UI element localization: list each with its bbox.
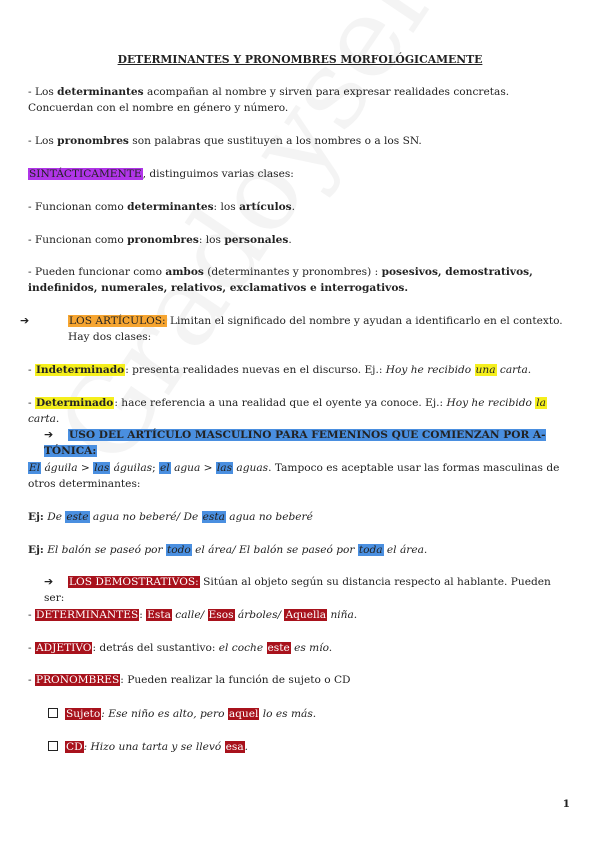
highlight-los-articulos: LOS ARTÍCULOS: [69,315,166,327]
example-todo-area: Ej: El balón se paseó por todo el área/ El balón se paseó por toda el área. [28,544,428,556]
highlight-determinado: Determinado [35,397,114,409]
paragraph-sintacticamente: SINTÁCTICAMENTE, distinguimos varias clases: [29,168,294,180]
section-uso-articulo [44,427,574,459]
page-title: DETERMINANTES Y PRONOMBRES MORFOLÓGICAMENTE [117,53,483,66]
list-item-sujeto: Sujeto: Ese niño es alto, pero aquel lo es más. [48,706,574,722]
list-item-cd: CD: Hizo una tarta y se llevó esa. [48,739,574,755]
paragraph-pronombres: - Los pronombres son palabras que sustituyen a los nombres o a los SN. [28,135,422,147]
checkbox-square-icon [48,741,58,751]
paragraph-funcionan-pronombres: - Funcionan como pronombres: los personales. [28,234,292,246]
highlight-la: la [536,397,546,409]
highlight-uso-articulo: USO DEL ARTÍCULO MASCULINO PARA FEMENINOS QUE COMIENZAN POR A- TÓNICA: [44,429,546,457]
paragraph-determinado: - Determinado: hace referencia a una realidad que el oyente ya conoce. Ej.: Hoy he recibido la carta. [28,397,546,425]
highlight-una: una [475,364,496,376]
paragraph-determinantes: - Los determinantes acompañan al nombre y sirven para expresar realidades concretas. Concuerdan con el nombre en género y número. [28,86,510,114]
arrow-icon: ➔ [20,314,30,327]
paragraph-ambos: - Pueden funcionar como ambos (determinantes y pronombres) : posesivos, demostrativos, indefinidos, numerales, relativos, exclamativos e interrogativos. [28,266,533,294]
highlight-indeterminado: Indeterminado [35,364,125,376]
highlight-sintacticamente: SINTÁCTICAMENTE [29,168,142,180]
paragraph-demostrativo-determinantes: - DETERMINANTES: Esta calle/ Esos árboles/ Aquella niña. [28,609,358,621]
checkbox-square-icon [48,708,58,718]
highlight-los-demostrativos: LOS DEMOSTRATIVOS: [69,576,199,588]
section-articulos: ➔ LOS ARTÍCULOS: Limitan el significado del nombre y ayudan a identificarlo en el contexto. Hay dos clases: [20,314,563,343]
paragraph-aguila: El águila > las águilas; el agua > las aguas. Tampoco es aceptable usar las formas masculinas de otros determinantes: [28,462,560,490]
paragraph-adjetivo: - ADJETIVO: detrás del sustantivo: el coche este es mío. [28,642,333,654]
paragraph-pronombres-demostrativos: - PRONOMBRES: Pueden realizar la función de sujeto o CD [28,674,351,686]
arrow-icon: ➔ [44,575,54,588]
paragraph-funcionan-determinantes: - Funcionan como determinantes: los artículos. [28,201,296,213]
arrow-icon: ➔ [44,428,54,441]
example-este-agua: Ej: De este agua no beberé/ De esta agua no beberé [28,511,313,523]
section-demostrativos: ➔ LOS DEMOSTRATIVOS: Sitúan al objeto según su distancia respecto al hablante. Pueden ser: [44,575,551,604]
paragraph-indeterminado: - Indeterminado: presenta realidades nuevas en el discurso. Ej.: Hoy he recibido una carta. [28,364,532,376]
page-number: 1 [562,798,570,810]
